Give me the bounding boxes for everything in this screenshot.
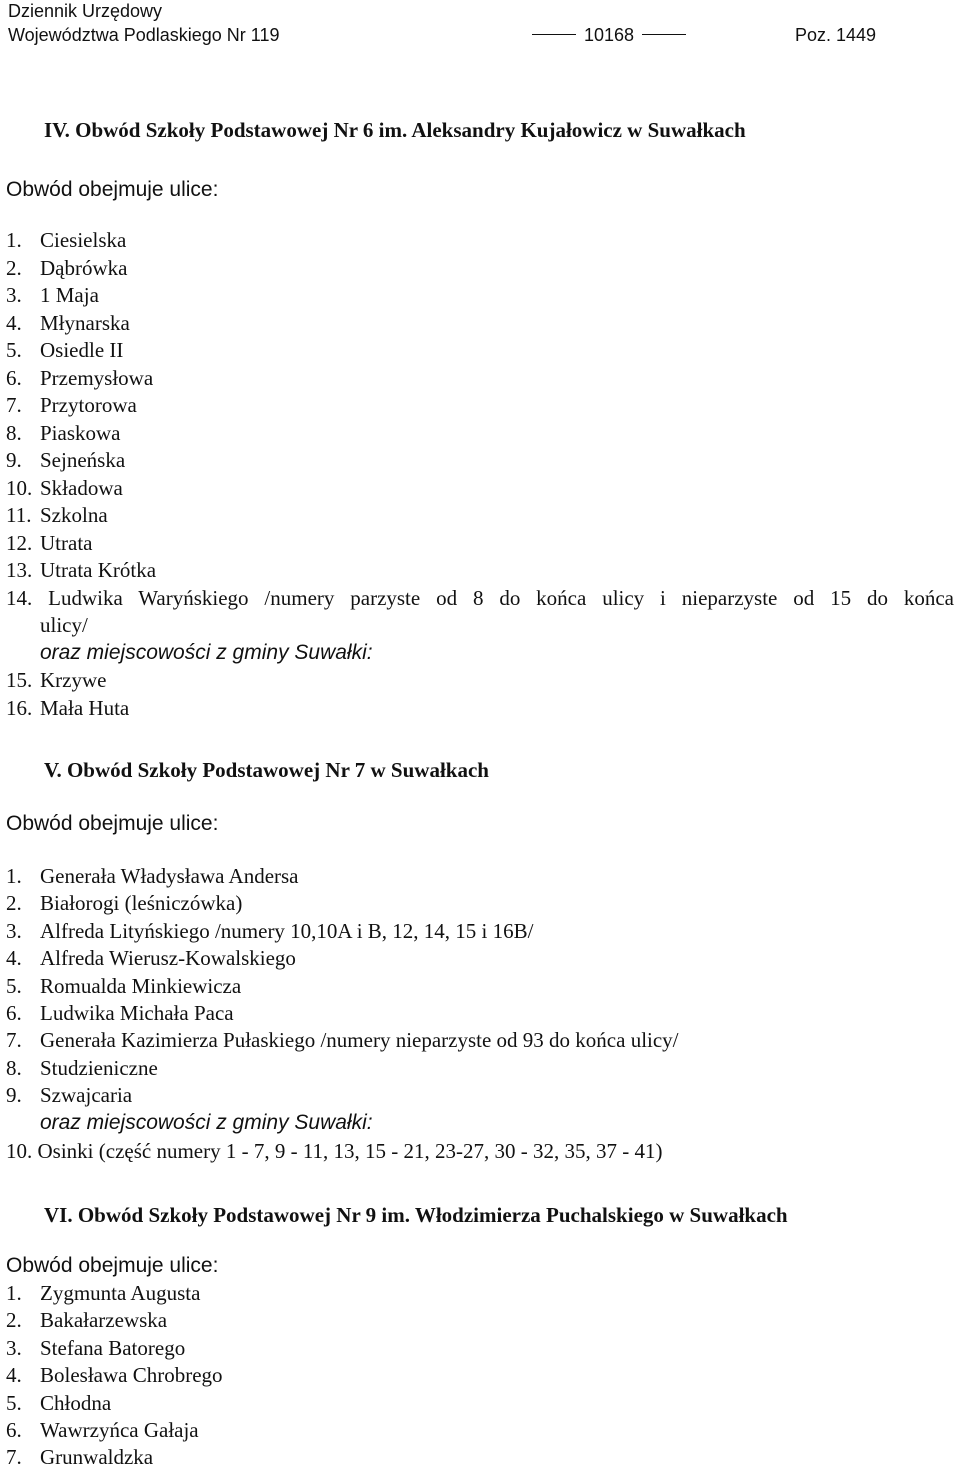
list-item <box>6 1391 111 1416</box>
list-item-text: Bakałarzewska <box>40 1308 168 1333</box>
list-item-number: 9. <box>6 1083 22 1108</box>
list-item-number: 1. <box>6 864 22 888</box>
list-item <box>6 1028 679 1053</box>
list-item <box>6 1336 185 1361</box>
list-item <box>6 668 106 693</box>
list-item-text: Alfreda Lityńskiego /numery 10,10A i B, 12, 14, 15 i 16B/ <box>40 918 534 943</box>
list-item-text: Młynarska <box>40 310 130 335</box>
list-item <box>6 448 125 473</box>
list-item-number: 2. <box>6 891 22 916</box>
list-item <box>6 696 129 721</box>
section-4-item-14-line2: ulicy/ <box>40 613 88 637</box>
list-item-number: 16. <box>6 695 33 720</box>
list-item-text: Alfreda Wierusz-Kowalskiego <box>40 946 296 971</box>
list-item-number: 1. <box>6 1281 22 1305</box>
list-item-number: 3. <box>6 918 22 943</box>
list-item <box>6 228 126 253</box>
section-4-intro: Obwód obejmuje ulice: <box>6 178 219 201</box>
list-item-number: 6. <box>6 365 22 390</box>
list-item-number: 7. <box>6 1028 22 1053</box>
list-item-text: Dąbrówka <box>40 255 128 280</box>
list-item-text: Szkolna <box>40 503 108 527</box>
list-item <box>6 891 242 916</box>
list-item <box>6 338 123 363</box>
list-item-text: Sejneńska <box>40 448 126 472</box>
section-6-intro: Obwód obejmuje ulice: <box>6 1254 219 1277</box>
list-item-number: 3. <box>6 283 22 307</box>
list-item-number: 11. <box>6 503 32 527</box>
list-item-text: Przemysłowa <box>40 365 154 390</box>
list-item-text: Wawrzyńca Gałaja <box>40 1418 199 1442</box>
list-item <box>6 1083 132 1108</box>
list-item <box>6 1001 234 1026</box>
list-item-text: Szwajcaria <box>40 1083 133 1108</box>
page-number-text: 10168 <box>584 25 635 45</box>
list-item-number: 4. <box>6 946 22 971</box>
list-item-number: 15. <box>6 668 33 692</box>
section-4-item-14-line1: 14. Ludwika Waryńskiego /numery parzyste od 8 do końca ulicy i nieparzyste od 15 do końca <box>6 586 954 610</box>
list-item-number: 1. <box>6 228 22 252</box>
list-item-number: 4. <box>6 310 22 335</box>
list-item-text: Piaskowa <box>40 420 121 445</box>
list-item-number: 4. <box>6 1363 22 1388</box>
list-item <box>6 1056 158 1081</box>
list-item-text: 1 Maja <box>40 283 99 307</box>
list-item <box>6 283 99 308</box>
section-4-title: IV. Obwód Szkoły Podstawowej Nr 6 im. Aleksandry Kujałowicz w Suwałkach <box>44 118 746 142</box>
list-item <box>6 1363 223 1388</box>
position-number: Poz. 1449 <box>795 25 877 45</box>
list-item-text: Zygmunta Augusta <box>40 1281 201 1305</box>
list-item <box>6 1418 199 1443</box>
list-item <box>6 1308 167 1333</box>
list-item <box>6 476 123 501</box>
section-6-title: VI. Obwód Szkoły Podstawowej Nr 9 im. Włodzimierza Puchalskiego w Suwałkach <box>44 1203 788 1227</box>
list-item <box>6 393 137 418</box>
list-item-text: Przytorowa <box>40 393 137 417</box>
list-item <box>6 421 121 446</box>
list-item <box>6 558 156 583</box>
list-item-text: Generała Władysława Andersa <box>40 864 299 888</box>
list-item-text: Generała Kazimierza Pułaskiego /numery nieparzyste od 93 do końca ulicy/ <box>40 1028 679 1053</box>
section-5-intro: Obwód obejmuje ulice: <box>6 812 219 835</box>
list-item <box>6 919 533 944</box>
list-item <box>6 946 296 971</box>
list-item-text: Ciesielska <box>40 228 127 252</box>
list-item <box>6 531 92 556</box>
list-item-text: Bolesława Chrobrego <box>40 1363 223 1388</box>
list-item-number: 8. <box>6 420 22 445</box>
list-item <box>6 256 127 281</box>
list-item-text: Grunwaldzka <box>40 1445 154 1470</box>
list-item-text: Białorogi (leśniczówka) <box>40 891 243 916</box>
list-item-text: Składowa <box>40 475 123 500</box>
list-item-number: 12. <box>6 530 33 555</box>
list-item-number: 7. <box>6 1445 22 1470</box>
list-item <box>6 864 299 889</box>
list-item-number: 6. <box>6 1418 22 1442</box>
list-item-text: Osiedle II <box>40 338 124 362</box>
journal-title: Dziennik Urzędowy <box>8 1 163 21</box>
list-item-number: 2. <box>6 255 22 280</box>
list-item-number: 9. <box>6 448 22 472</box>
section-5-title: V. Obwód Szkoły Podstawowej Nr 7 w Suwałkach <box>44 758 489 782</box>
list-item-number: 5. <box>6 973 22 998</box>
journal-subtitle: Województwa Podlaskiego Nr 119 <box>8 25 280 45</box>
list-item-number: 10. <box>6 475 33 500</box>
list-item-text: Studzieniczne <box>40 1055 158 1080</box>
list-item <box>6 311 130 336</box>
list-item-text: Utrata <box>40 530 93 555</box>
list-item <box>6 1281 200 1306</box>
list-item-number: 3. <box>6 1335 22 1360</box>
list-item <box>6 366 153 391</box>
list-item-text: Ludwika Michała Paca <box>40 1001 234 1025</box>
list-item-number: 5. <box>6 1390 22 1415</box>
list-item-text: Chłodna <box>40 1390 112 1415</box>
list-item-number: 7. <box>6 393 22 417</box>
section-5-note: oraz miejscowości z gminy Suwałki: <box>40 1111 373 1134</box>
list-item <box>6 974 241 999</box>
list-item <box>6 503 108 528</box>
dash-left <box>532 34 576 35</box>
page-number <box>524 24 694 46</box>
section-5-item-10: 10. Osinki (część numery 1 - 7, 9 - 11, 13, 15 - 21, 23-27, 30 - 32, 35, 37 - 41) <box>6 1139 663 1163</box>
list-item-number: 6. <box>6 1001 22 1025</box>
list-item-number: 13. <box>6 558 33 582</box>
list-item-text: Utrata Krótka <box>40 558 157 582</box>
list-item-text: Romualda Minkiewicza <box>40 973 242 998</box>
list-item <box>6 1445 153 1470</box>
section-4-note: oraz miejscowości z gminy Suwałki: <box>40 641 373 664</box>
list-item-text: Krzywe <box>40 668 107 692</box>
list-item-number: 5. <box>6 338 22 362</box>
dash-right <box>642 34 686 35</box>
list-item-text: Stefana Batorego <box>40 1335 186 1360</box>
list-item-number: 8. <box>6 1055 22 1080</box>
list-item-number: 2. <box>6 1308 22 1333</box>
list-item-text: Mała Huta <box>40 695 130 720</box>
